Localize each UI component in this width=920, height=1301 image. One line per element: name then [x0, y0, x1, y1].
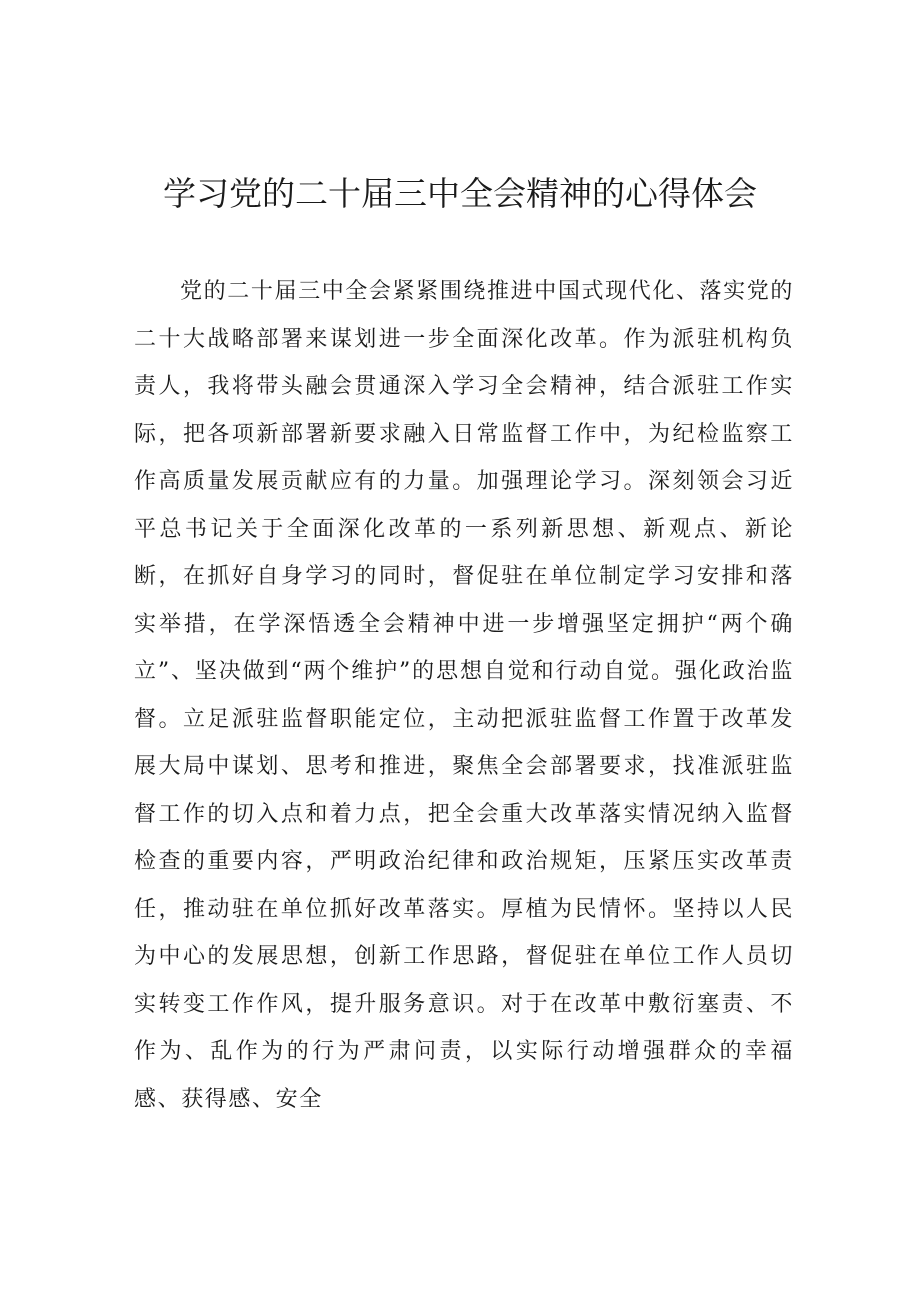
- document-body: [134, 268, 794, 1123]
- document-title: 学习党的二十届三中全会精神的心得体会: [163, 174, 757, 213]
- body-paragraph: 党的二十届三中全会紧紧围绕推进中国式现代化、落实党的二十大战略部署来谋划进一步全面深化改革。作为派驻机构负责人，我将带头融会贯通深入学习全会精神，结合派驻工作实际，把各项新部署新要求融入日常监督工作中，为纪检监察工作高质量发展贡献应有的力量。加强理论学习。深刻领会习近平总书记关于全面深化改革的一系列新思想、新观点、新论断，在抓好自身学习的同时，督促驻在单位制定学习安排和落实举措，在学深悟透全会精神中进一步增强坚定拥护“两个确立”、坚决做到“两个维护”的思想自觉和行动自觉。强化政治监督。立足派驻监督职能定位，主动把派驻监督工作置于改革发展大局中谋划、思考和推进，聚焦全会部署要求，找准派驻监督工作的切入点和着力点，把全会重大改革落实情况纳入监督检查的重要内容，严明政治纪律和政治规矩，压紧压实改革责任，推动驻在单位抓好改革落实。厚植为民情怀。坚持以人民为中心的发展思想，创新工作思路，督促驻在单位工作人员切实转变工作作风，提升服务意识。对于在改革中敷衍塞责、不作为、乱作为的行为严肃问责，以实际行动增强群众的幸福感、获得感、安全: [134, 279, 794, 1112]
